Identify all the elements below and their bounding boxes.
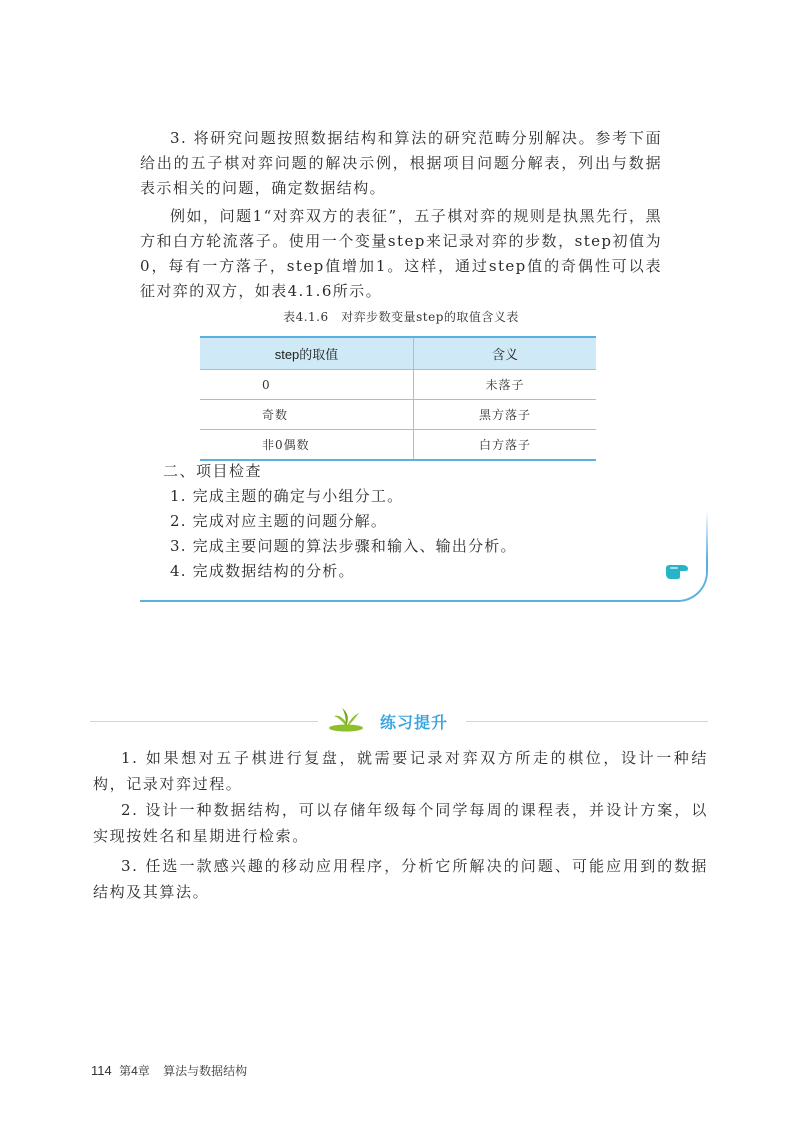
exercise-title: 练习提升 <box>380 715 449 732</box>
page-number: 114 <box>91 1063 112 1078</box>
chapter-title: 算法与数据结构 <box>163 1064 248 1078</box>
table-cell-value: 非0偶数 <box>200 430 414 461</box>
header-meaning: 含义 <box>414 337 597 370</box>
exercise-item-3-text: 3. 任选一款感兴趣的移动应用程序，分析它所解决的问题、可能应用到的数据结构及其算法。 <box>93 857 708 901</box>
table-cell-meaning: 白方落子 <box>414 430 597 461</box>
table-row <box>200 430 596 461</box>
table-header-row <box>200 337 596 370</box>
list-item: 1. 完成主题的确定与小组分工。 <box>170 487 404 505</box>
paragraph-example-text: 例如，问题1“对弈双方的表征”，五子棋对弈的规则是执黑先行，黑方和白方轮流落子。使用一个变量step来记录对弈的步数，step初值为0，每有一方落子，step值增加1。这样，通过step值的奇偶性可以表征对弈的双方，如表4.1.6所示。 <box>140 207 662 300</box>
table-cell-value: 0 <box>200 370 414 400</box>
sprout-icon <box>326 706 366 732</box>
project-check-heading: 二、项目检查 <box>163 462 263 480</box>
list-item: 4. 完成数据结构的分析。 <box>170 562 355 580</box>
paragraph-step3 <box>140 126 662 201</box>
exercise-item-2-text: 2. 设计一种数据结构，可以存储年级每个同学每周的课程表，并设计方案，以实现按姓名和星期进行检索。 <box>93 801 708 845</box>
exercise-item-2 <box>93 797 708 849</box>
pointing-hand-icon <box>664 562 690 580</box>
table-row <box>200 370 596 400</box>
chapter-label: 第4章 <box>119 1064 150 1078</box>
project-check-list <box>170 484 517 584</box>
paragraph-step3-text: 3. 将研究问题按照数据结构和算法的研究范畴分别解决。参考下面给出的五子棋对弈问题的解决示例，根据项目问题分解表，列出与数据表示相关的问题，确定数据结构。 <box>140 129 662 197</box>
list-item: 2. 完成对应主题的问题分解。 <box>170 512 388 530</box>
list-item: 3. 完成主要问题的算法步骤和输入、输出分析。 <box>170 537 517 555</box>
table-caption: 表4.1.6 对弈步数变量step的取值含义表 <box>283 310 519 324</box>
header-step-value: step的取值 <box>200 337 414 370</box>
exercise-item-1 <box>93 745 708 797</box>
exercise-item-3 <box>93 853 708 905</box>
table-cell-meaning: 未落子 <box>414 370 597 400</box>
banner-rule-left <box>90 721 318 722</box>
step-meaning-table <box>200 336 596 461</box>
page-footer <box>91 1062 247 1079</box>
banner-rule-right <box>466 721 708 722</box>
table-cell-value: 奇数 <box>200 400 414 430</box>
table-row <box>200 400 596 430</box>
exercise-item-1-text: 1. 如果想对五子棋进行复盘，就需要记录对弈双方所走的棋位，设计一种结构，记录对弈过程。 <box>93 749 708 793</box>
paragraph-example <box>140 204 662 304</box>
table-cell-meaning: 黑方落子 <box>414 400 597 430</box>
